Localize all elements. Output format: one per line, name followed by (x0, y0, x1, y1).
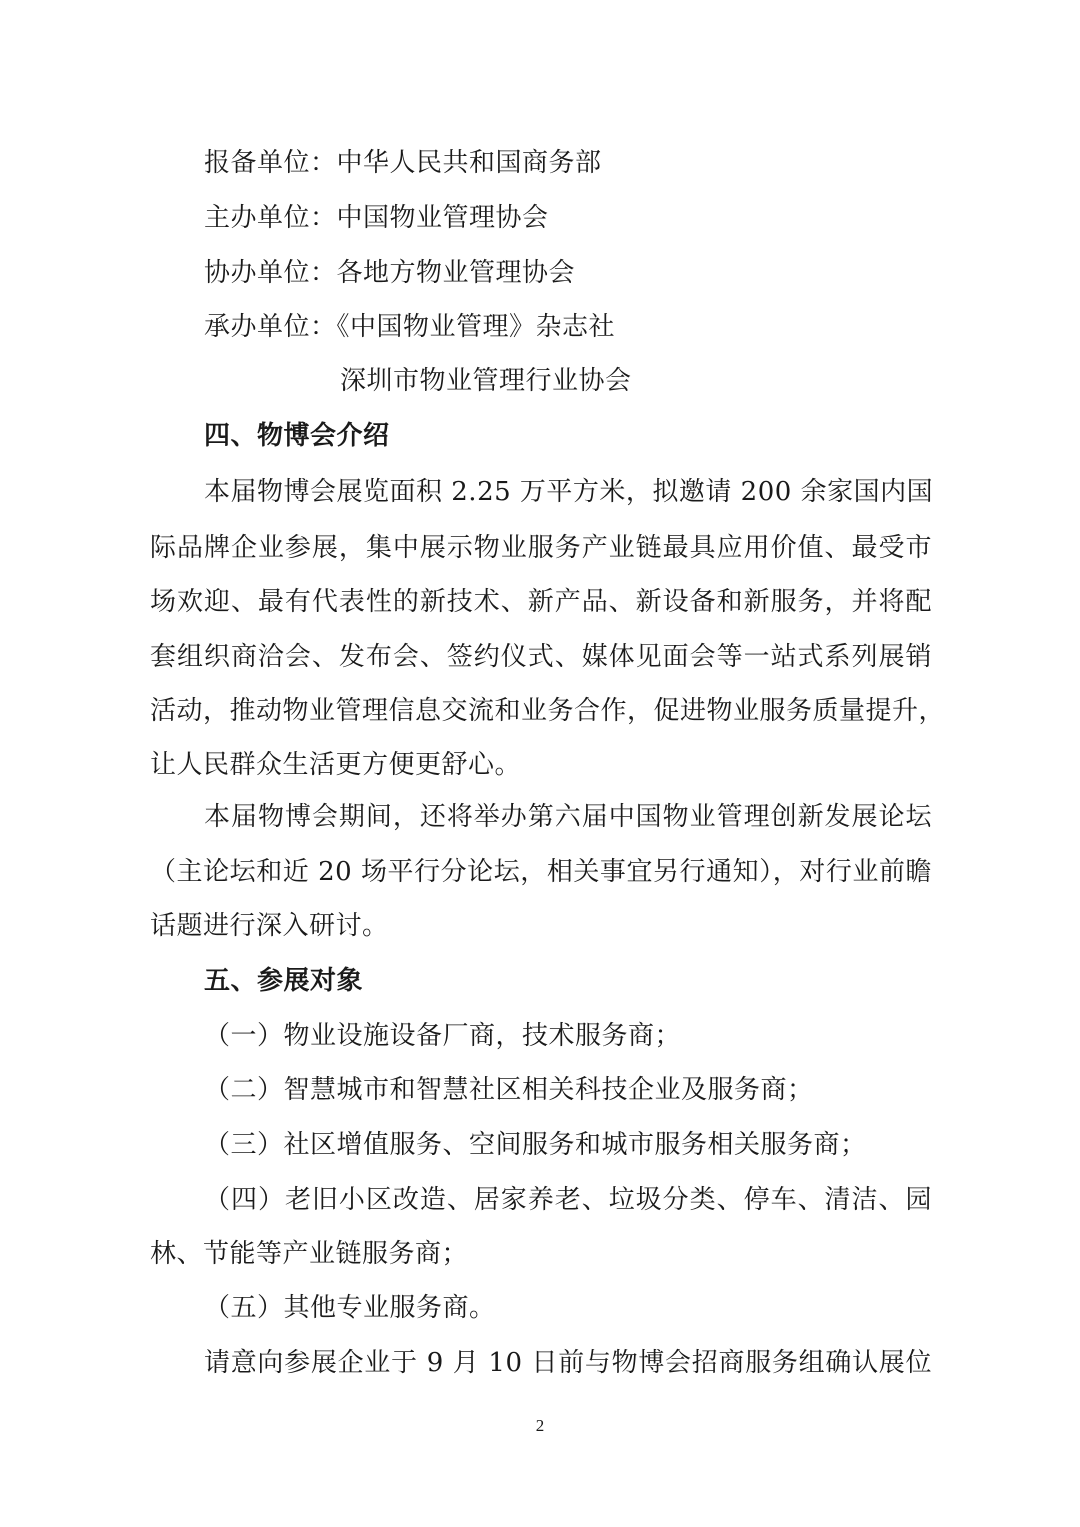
closing-paragraph-line: 请意向参展企业于 9 月 10 日前与物博会招商服务组确认展位 (204, 1348, 932, 1378)
filing-unit-line: 报备单位：中华人民共和国商务部 (204, 148, 602, 178)
paragraph-line: 让人民群众生活更方便更舒心。 (150, 750, 522, 780)
organize-unit-extra-line: 深圳市物业管理行业协会 (340, 366, 632, 396)
organize-unit-line: 承办单位：《中国物业管理》杂志社 (204, 312, 616, 342)
list-item: （二）智慧城市和智慧社区相关科技企业及服务商； (204, 1075, 814, 1105)
list-item: （三）社区增值服务、空间服务和城市服务相关服务商； (204, 1130, 867, 1160)
section-four-heading: 四、物博会介绍 (204, 421, 390, 451)
paragraph-line: 际品牌企业参展，集中展示物业服务产业链最具应用价值、最受市 (150, 533, 932, 563)
section-five-heading: 五、参展对象 (204, 966, 364, 996)
paragraph-line: 套组织商洽会、发布会、签约仪式、媒体见面会等一站式系列展销 (150, 642, 932, 672)
paragraph-line: （主论坛和近 20 场平行分论坛，相关事宜另行通知），对行业前瞻 (150, 857, 932, 887)
paragraph-line: 活动，推动物业管理信息交流和业务合作，促进物业服务质量提升， (150, 696, 946, 726)
assist-unit-line: 协办单位：各地方物业管理协会 (204, 258, 576, 288)
document-page (150, 0, 946, 1527)
page-number: 2 (535, 1416, 545, 1435)
paragraph-line: 话题进行深入研讨。 (150, 911, 389, 941)
list-item: （四）老旧小区改造、居家养老、垃圾分类、停车、清洁、园 (204, 1185, 932, 1215)
paragraph-line: 场欢迎、最有代表性的新技术、新产品、新设备和新服务，并将配 (150, 587, 932, 617)
list-item: （五）其他专业服务商。 (204, 1293, 496, 1323)
list-item-continuation: 林、节能等产业链服务商； (150, 1239, 469, 1269)
list-item: （一）物业设施设备厂商，技术服务商； (204, 1021, 682, 1051)
host-unit-line: 主办单位：中国物业管理协会 (204, 203, 549, 233)
paragraph-line: 本届物博会展览面积 2.25 万平方米，拟邀请 200 余家国内国 (204, 477, 934, 507)
paragraph-line: 本届物博会期间，还将举办第六届中国物业管理创新发展论坛 (204, 802, 932, 832)
